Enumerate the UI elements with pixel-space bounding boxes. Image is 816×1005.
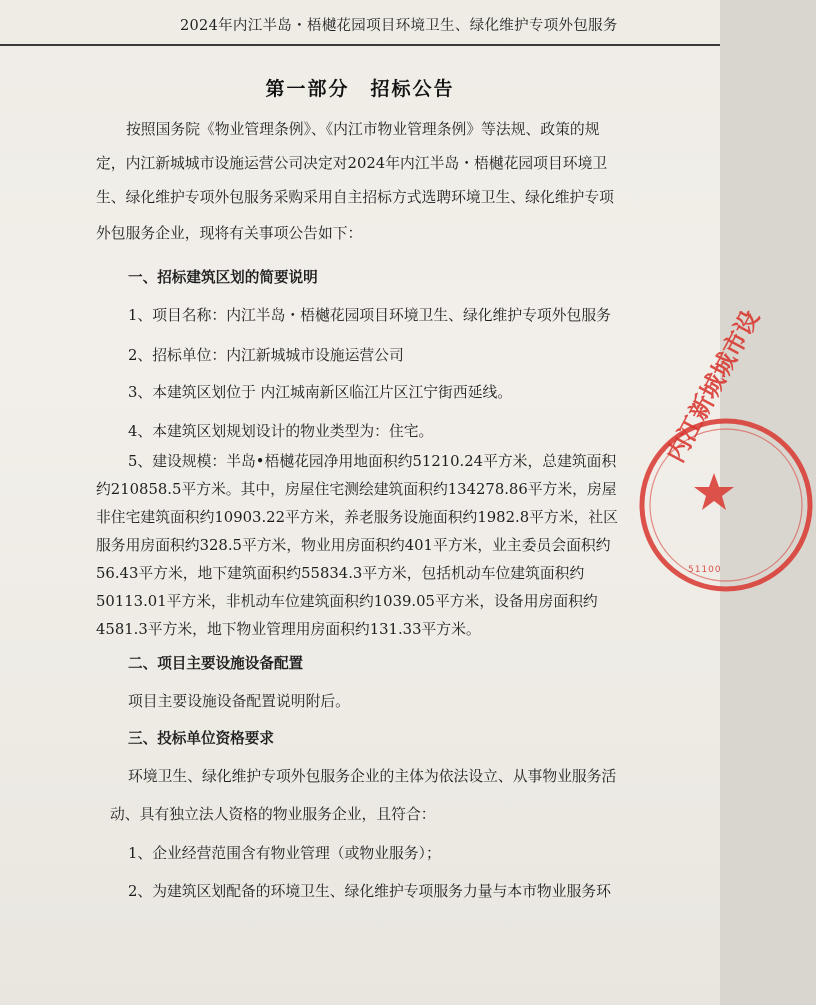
page-title: 第一部分 招标公告 (265, 78, 455, 100)
section1-item-5-line-6: 50113.01平方米，非机动车位建筑面积约1039.05平方米，设备用房面积约 (96, 593, 598, 610)
section1-item-5-line-7: 4581.3平方米，地下物业管理用房面积约131.33平方米。 (96, 621, 481, 638)
section1-item-4: 4、本建筑区划规划设计的物业类型为：住宅。 (128, 423, 434, 440)
intro-line-3: 生、绿化维护专项外包服务采购采用自主招标方式选聘环境卫生、绿化维护专项 (96, 189, 614, 206)
intro-line-1: 按照国务院《物业管理条例》、《内江市物业管理条例》等法规、政策的规 (126, 121, 600, 138)
section1-item-5-line-1: 5、建设规模：半岛•梧樾花园净用地面积约51210.24平方米，总建筑面积 (128, 453, 617, 470)
section1-item-5-line-5: 56.43平方米，地下建筑面积约55834.3平方米，包括机动车位建筑面积约 (96, 565, 585, 582)
seal-text: 内江新城城市设 (661, 305, 765, 467)
intro-line-4: 外包服务企业，现将有关事项公告如下： (96, 225, 363, 242)
running-header: 2024年内江半岛・梧樾花园项目环境卫生、绿化维护专项外包服务 (180, 18, 618, 34)
section1-heading: 一、招标建筑区划的简要说明 (128, 269, 318, 286)
section2-text: 项目主要设施设备配置说明附后。 (128, 693, 350, 710)
section1-item-3: 3、本建筑区划位于 内江城南新区临江片区江宁街西延线。 (128, 384, 513, 401)
header-rule (0, 44, 720, 46)
section2-heading: 二、项目主要设施设备配置 (128, 655, 304, 672)
section1-item-5-line-2: 约210858.5平方米。其中，房屋住宅测绘建筑面积约134278.86平方米，房屋 (96, 481, 617, 498)
section3-text-line-1: 环境卫生、绿化维护专项外包服务企业的主体为依法设立、从事物业服务活 (128, 768, 617, 785)
section3-item-2: 2、为建筑区划配备的环境卫生、绿化维护专项服务力量与本市物业服务环 (128, 883, 611, 900)
section1-item-5-line-4: 服务用房面积约328.5平方米，物业用房面积约401平方米，业主委员会面积约 (96, 537, 611, 554)
section1-item-5-line-3: 非住宅建筑面积约10903.22平方米，养老服务设施面积约1982.8平方米，社区 (96, 509, 618, 526)
company-seal (636, 305, 816, 595)
section3-text-line-2: 动、具有独立法人资格的物业服务企业，且符合： (110, 806, 436, 823)
intro-line-2: 定，内江新城城市设施运营公司决定对2024年内江半岛・梧樾花园项目环境卫 (96, 155, 608, 172)
seal-code: 51100 (688, 565, 722, 575)
section1-item-2: 2、招标单位：内江新城城市设施运营公司 (128, 347, 404, 364)
section3-item-1: 1、企业经营范围含有物业管理（或物业服务）； (128, 845, 441, 862)
section3-heading: 三、投标单位资格要求 (128, 730, 274, 747)
section1-item-1: 1、项目名称：内江半岛・梧樾花园项目环境卫生、绿化维护专项外包服务 (128, 307, 611, 324)
